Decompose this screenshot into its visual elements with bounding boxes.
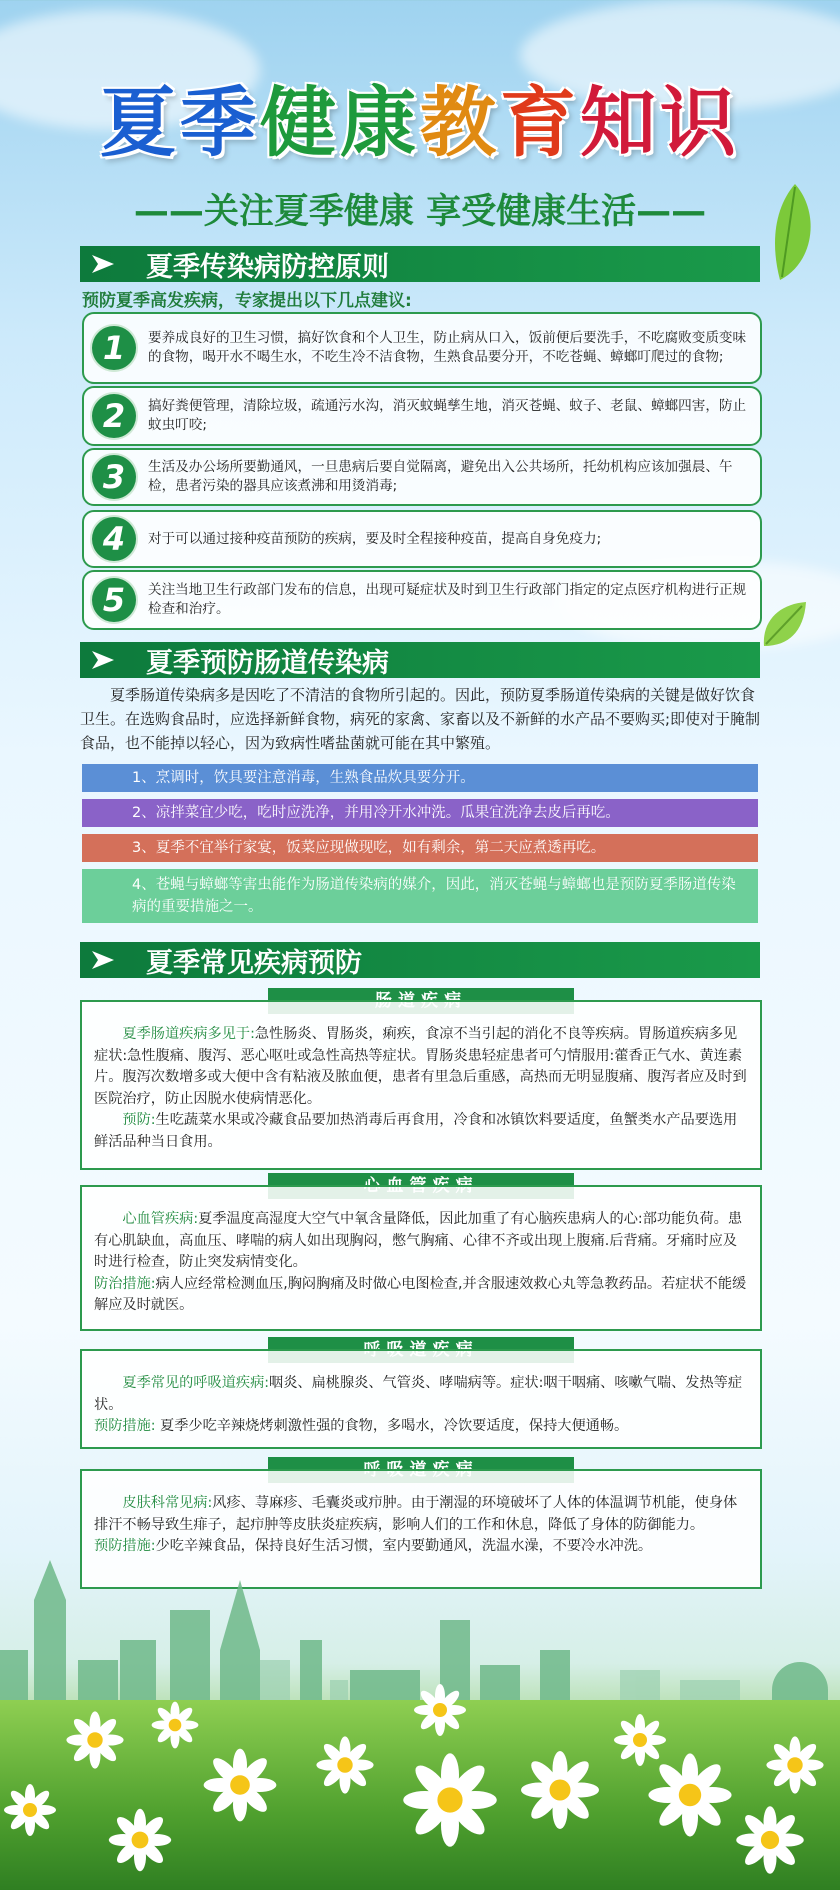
title-char: 识 [660,78,740,167]
disease-card [80,1000,762,1170]
title-char: 育 [500,78,580,167]
title-char: 知 [580,78,660,167]
leaf-icon [770,182,820,282]
advice-text: 搞好粪便管理，清除垃圾，疏通污水沟，消灭蚊蝇孳生地，消灭苍蝇、蚊子、老鼠、蟑螂四害，防止蚊虫叮咬; [148,398,747,433]
tip-bar [82,869,758,923]
card-lead: 预防: [122,1112,156,1128]
section-heading [80,246,760,282]
tip-text: 4、苍蝇与蟑螂等害虫能作为肠道传染病的媒介，因此，消灭苍蝇与蟑螂也是预防夏季肠道传染病的重要措施之一。 [132,877,736,915]
card-text [82,1187,760,1317]
section-heading-text: 夏季常见疾病预防 [146,947,362,979]
section-heading-text: 夏季预防肠道传染病 [146,647,389,679]
section-intro: 预防夏季高发疾病，专家提出以下几点建议: [82,291,412,311]
tip-bar [82,834,758,862]
section-heading-text: 夏季传染病防控原则 [146,251,389,283]
card-body-text: 少吃辛辣食品，保持良好生活习惯，室内要勤通风，洗温水澡，不要冷水冲洗。 [155,1538,653,1554]
number-badge: 2 [92,394,136,438]
title-char: 康 [340,78,420,167]
card-lead: 心血管疾病: [122,1211,199,1227]
number-badge: 5 [92,578,136,622]
poster-subtitle: ——关注夏季健康 享受健康生活—— [133,192,707,232]
card-lead: 皮肤科常见病: [122,1495,213,1511]
tip-bar [82,764,758,792]
poster-title [0,62,840,171]
card-lead: 预防措施: [94,1418,156,1434]
section-paragraph: 夏季肠道传染病多是因吃了不清洁的食物所引起的。因此，预防夏季肠道传染病的关键是做好饮食卫生。在选购食品时，应选择新鲜食物，病死的家禽、家畜以及不新鲜的水产品不要购买;即使对于腌制食品，也不能掉以轻心，因为致病性嗜盐菌就可能在其中繁殖。 [80,686,761,752]
disease-card [80,1349,762,1449]
advice-text: 要养成良好的卫生习惯，搞好饮食和个人卫生，防止病从口入，饭前便后要洗手，不吃腐败变质变味的食物，喝开水不喝生水，不吃生冷不洁食物，生熟食品要分开，不吃苍蝇、蟑螂叮爬过的食物; [148,330,747,365]
advice-item [82,510,762,568]
leaf-icon [760,600,808,650]
section-heading [80,942,760,978]
number-badge: 4 [92,517,136,561]
tip-bar [82,799,758,827]
card-body-text: 夏季少吃辛辣烧烤刺激性强的食物，多喝水，冷饮要适度，保持大便通畅。 [160,1418,629,1434]
advice-item [82,312,762,384]
number-badge: 1 [92,326,136,370]
tip-text: 2、凉拌菜宜少吃，吃时应洗净，并用冷开水冲洗。瓜果宜洗净去皮后再吃。 [132,805,620,821]
title-char: 健 [260,78,340,167]
card-body-text: 生吃蔬菜水果或冷藏食品要加热消毒后再食用，冷食和冰镇饮料要适度，鱼蟹类水产品要选用鲜活品种当日食用。 [94,1112,738,1150]
number-badge: 3 [92,455,136,499]
advice-text: 对于可以通过接种疫苗预防的疾病，要及时全程接种疫苗，提高自身免疫力; [148,530,602,547]
card-lead: 夏季肠道疾病多见于: [122,1026,255,1042]
card-body-text: 咽炎、扁桃腺炎、气管炎、哮喘病等。症状:咽干咽痛、咳嗽气喘、发热等症状。 [94,1375,743,1413]
title-char: 教 [420,78,500,167]
advice-item [82,570,762,630]
card-lead: 防治措施: [94,1275,156,1292]
daisy-flowers-illustration [0,1680,840,1890]
title-char: 季 [180,78,260,167]
advice-text: 关注当地卫生行政部门发布的信息，出现可疑症状及时到卫生行政部门指定的定点医疗机构进行正规检查和治疗。 [148,582,747,617]
card-text [82,1351,760,1438]
tip-text: 1、烹调时，饮具要注意消毒，生熟食品炊具要分开。 [132,770,475,786]
tip-text: 3、夏季不宜举行家宴，饭菜应现做现吃，如有剩余，第二天应煮透再吃。 [132,840,606,856]
card-body-text: 病人应经常检测血压,胸闷胸痛及时做心电图检查,并含服速效救心丸等急教药品。若症状不能缓解应及时就医。 [94,1275,747,1313]
arrow-icon [80,246,126,282]
card-lead: 预防措施: [94,1538,156,1554]
disease-card [80,1185,762,1331]
card-body-text: 夏季温度高湿度大空气中氧含量降低，因此加重了有心脑疾患病人的心:部功能负荷。患有心肌缺血，高血压、哮喘的病人如出现胸闷，憋气胸痛、心律不齐或出现上腹痛.后背痛。牙痛时应及时进行检查，防止突发病情变化。 [94,1211,743,1270]
title-char: 夏 [100,78,180,167]
advice-text: 生活及办公场所要勤通风，一旦患病后要自觉隔离，避免出入公共场所，托幼机构应该加强晨、午检，患者污染的器具应该煮沸和用烫消毒; [148,459,733,494]
section-heading [80,642,760,678]
card-body-text: 急性肠炎、胃肠炎，痢疾，食凉不当引起的消化不良等疾病。胃肠道疾病多见症状:急性腹痛、腹泻、恶心呕吐或急性高热等症状。胃肠炎患轻症患者可勺情服用:藿香正气水、黄连素片。腹泻次数增多或大便中含有粘液及脓血便，患者有里急后重感，高热而无明显腹痛、腹泻者应及时到医院治疗，防止因脱水使病情恶化。 [94,1026,747,1107]
card-body-text: 风疹、荨麻疹、毛囊炎或疖肿。由于潮湿的环境破坏了人体的体温调节机能，使身体排汗不畅导致生痱子，起疖肿等皮肤炎症疾病，影响人们的工作和休息，降低了身体的防御能力。 [94,1495,738,1533]
advice-item [82,386,762,446]
card-lead: 夏季常见的呼吸道疾病: [122,1375,270,1391]
advice-item [82,448,762,506]
arrow-icon [80,642,126,678]
card-text [82,1002,760,1153]
arrow-icon [80,942,126,978]
